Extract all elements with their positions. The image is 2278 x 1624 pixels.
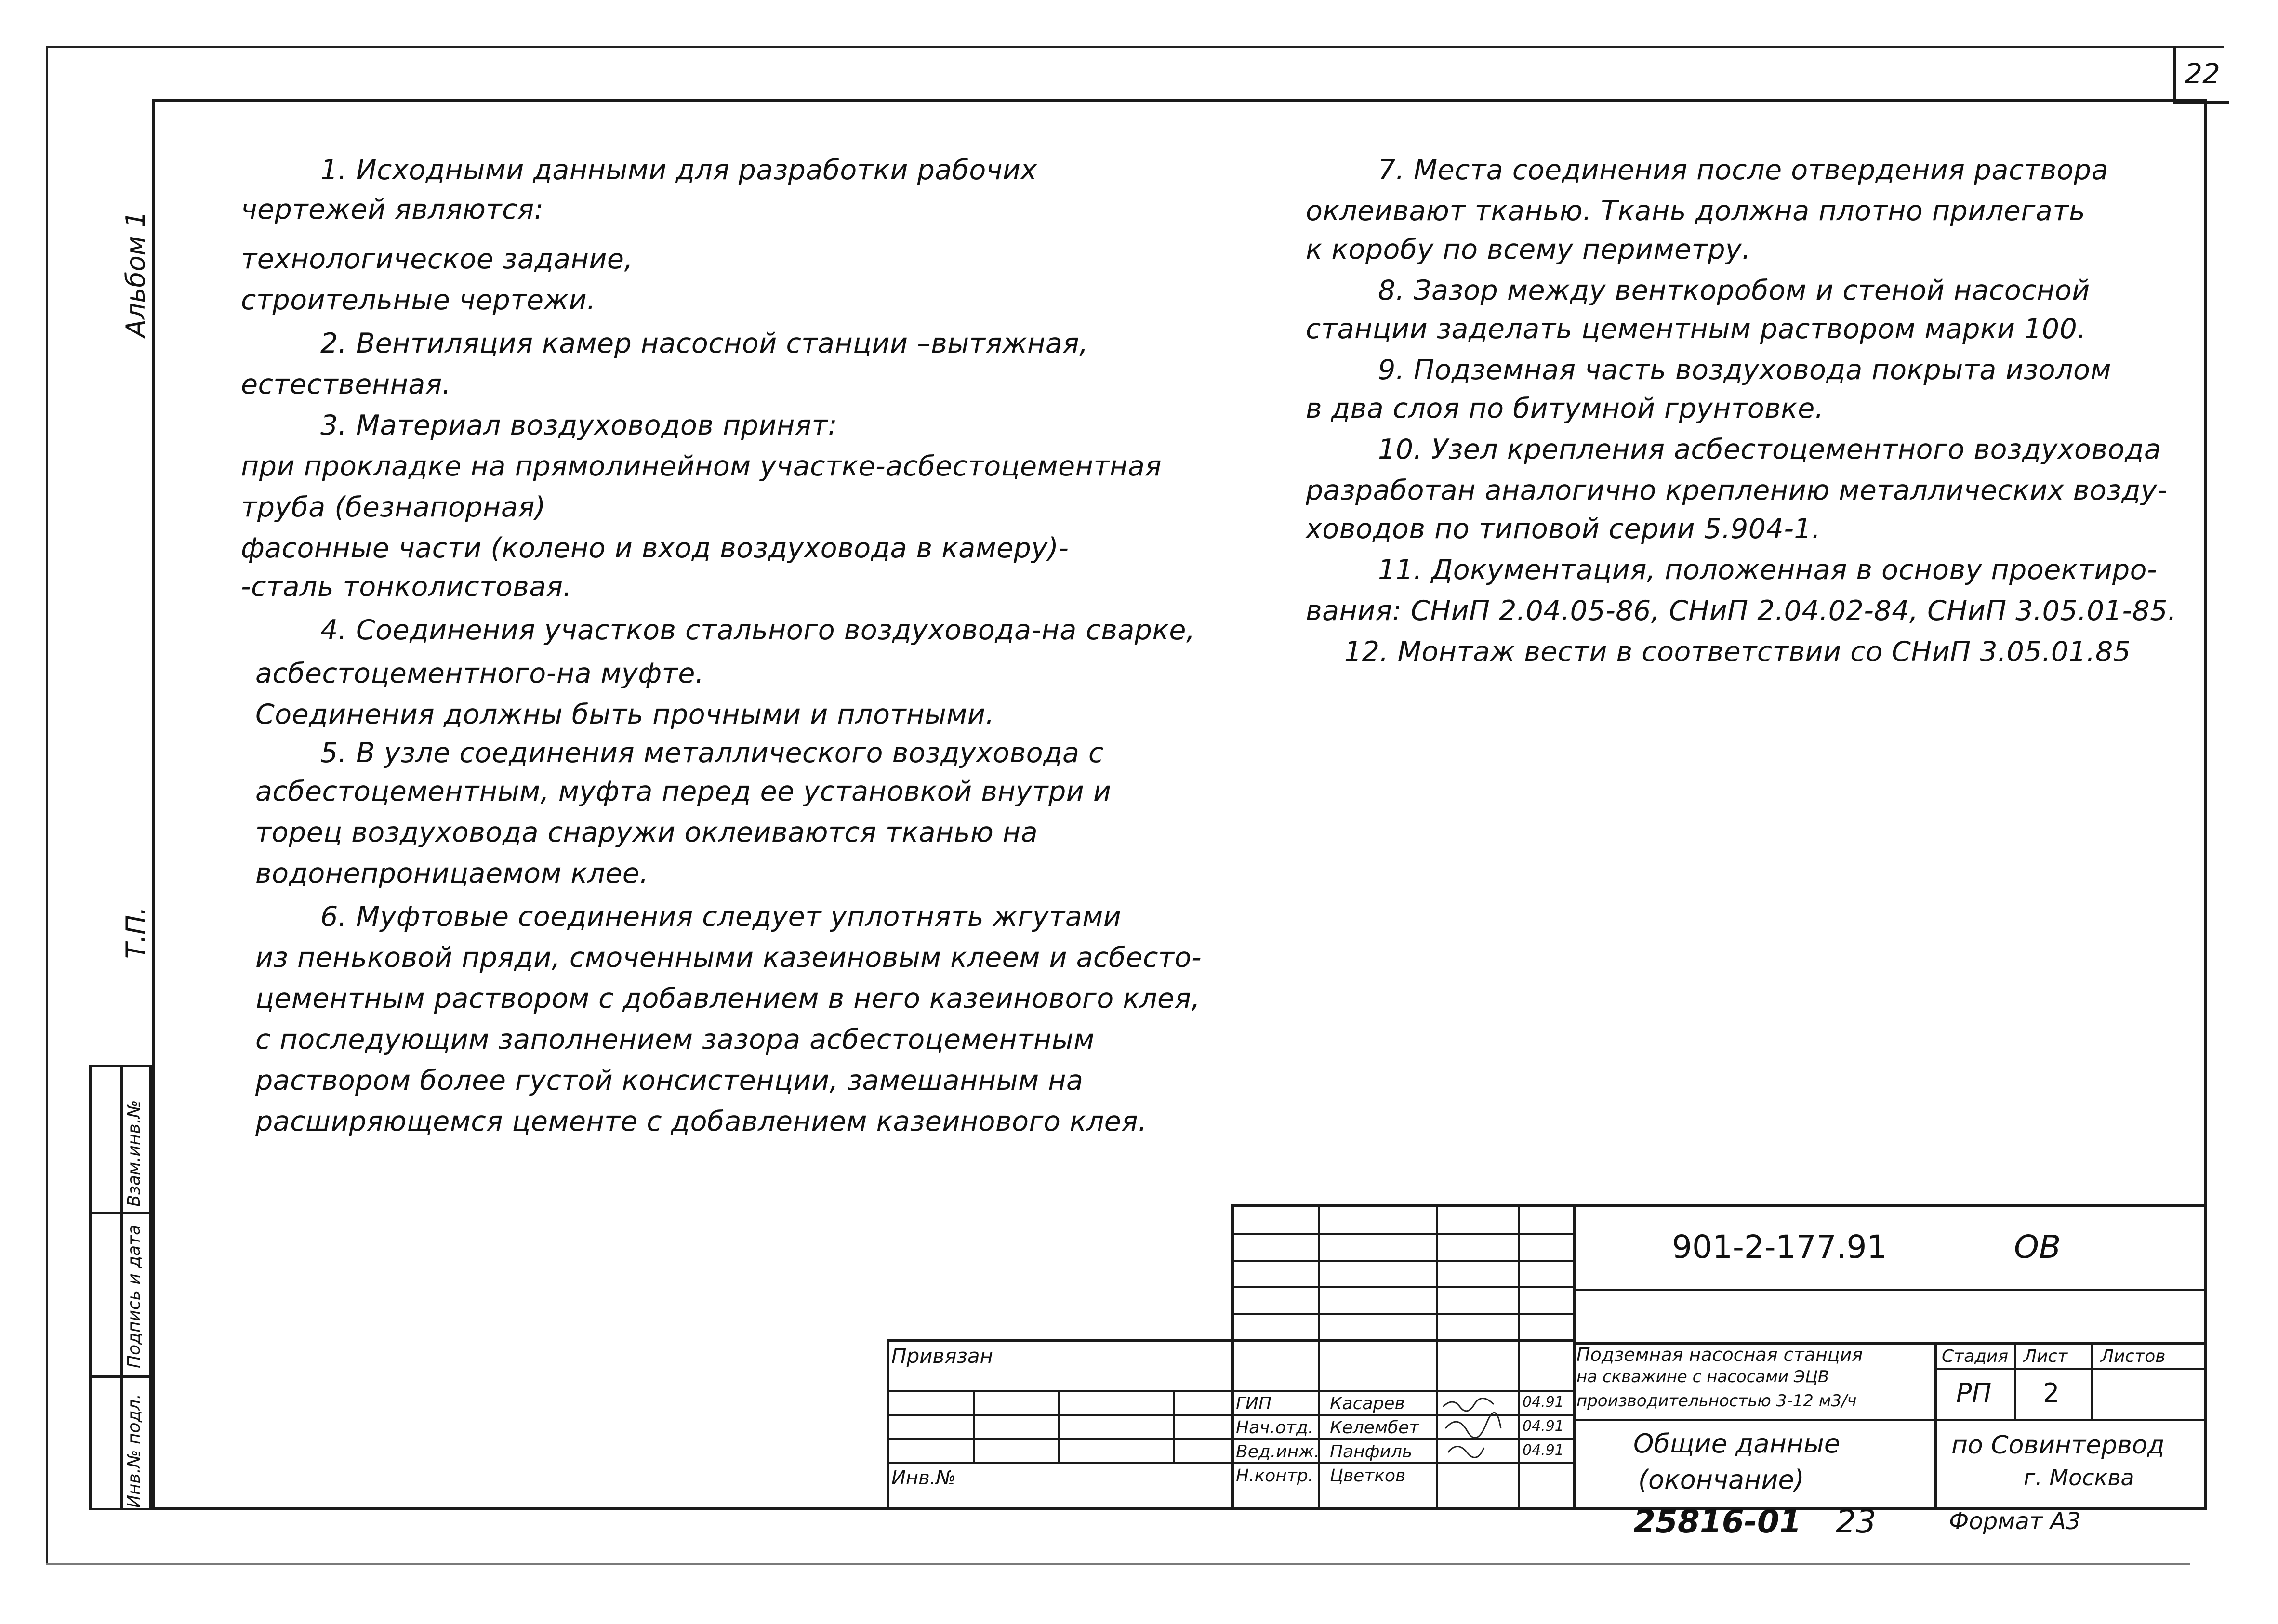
note-line: фасонные части (колено и вход воздуховода в камеру)- [241, 532, 1069, 564]
staff-name: Панфиль [1330, 1442, 1413, 1462]
note-line: асбестоцементного-на муфте. [255, 658, 704, 689]
tb-line [887, 1339, 889, 1510]
tb-line [1058, 1390, 1060, 1462]
staff-date: 04.91 [1523, 1442, 1564, 1459]
tb-line [973, 1390, 975, 1462]
note-line: асбестоцементным, муфта перед ее установкой внутри и [255, 776, 1112, 807]
sheet-number: 22 [2173, 46, 2229, 104]
tb-line [887, 1390, 1573, 1392]
privyazan-label: Привязан [891, 1344, 993, 1368]
tb-line [1318, 1204, 1320, 1510]
archive-number: 25816-01 [1633, 1503, 1801, 1540]
tb-line [1518, 1204, 1520, 1510]
strip-label-sign: Подпись и дата [124, 1224, 144, 1368]
note-line: к коробу по всему периметру. [1306, 234, 1751, 265]
note-line: 5. В узле соединения металлического воздуховода с [320, 737, 1104, 769]
note-line: цементным раствором с добавлением в него казеинового клея, [255, 983, 1201, 1015]
note-line: станции заделать цементным раствором марки 100. [1306, 313, 2086, 345]
inv-no-label: Инв.№ [891, 1467, 956, 1489]
note-line: 11. Документация, положенная в основу проектиро- [1378, 554, 2158, 586]
note-line: с последующим заполнением зазора асбестоцементным [255, 1024, 1095, 1056]
note-line: раствором более густой консистенции, замешанным на [255, 1065, 1084, 1096]
note-line: -сталь тонколистовая. [241, 571, 572, 603]
staff-date: 04.91 [1523, 1394, 1564, 1411]
sheet-title-line: (окончание) [1638, 1465, 1804, 1495]
format-label: Формат А3 [1949, 1508, 2081, 1535]
tb-line [1573, 1204, 1576, 1510]
note-line: 10. Узел крепления асбестоцементного воздуховода [1378, 434, 2161, 465]
tb-line [1573, 1419, 2207, 1421]
stage-value: РП [1956, 1378, 1992, 1408]
note-line: Соединения должны быть прочными и плотными. [255, 699, 995, 730]
tb-line [1231, 1233, 1573, 1235]
note-line: 1. Исходными данными для разработки рабочих [320, 154, 1037, 186]
note-line: естественная. [241, 369, 451, 400]
outer-bottom-border [46, 1563, 2190, 1565]
note-line: 12. Монтаж вести в соответствии со СНиП 3.05.01.85 [1344, 636, 2131, 668]
sheet-header: Лист [2024, 1347, 2068, 1366]
staff-date: 04.91 [1523, 1418, 1564, 1435]
tb-line [887, 1339, 1573, 1342]
staff-name: Цветков [1330, 1466, 1406, 1486]
org-line: г. Москва [2024, 1465, 2134, 1491]
note-line: строительные чертежи. [241, 284, 596, 316]
tb-line [1231, 1286, 1573, 1288]
strip-label-vzam: Взам.инв.№ [124, 1100, 144, 1207]
staff-role: ГИП [1236, 1394, 1272, 1413]
note-line: водонепроницаемом клее. [255, 858, 649, 889]
note-line: оклеивают тканью. Ткань должна плотно прилегать [1306, 195, 2086, 227]
doc-code: 901-2-177.91 [1672, 1228, 1887, 1266]
note-line: 7. Места соединения после отвердения раствора [1378, 154, 2109, 186]
outer-top-border [46, 46, 2224, 48]
sheet-title-line: Общие данные [1633, 1428, 1841, 1459]
note-line: 6. Муфтовые соединения следует уплотнять жгутами [320, 901, 1122, 933]
signature-marks [1438, 1392, 1518, 1465]
staff-name: Касарев [1330, 1394, 1405, 1413]
project-title-line: на скважине с насосами ЭЦВ [1576, 1367, 1829, 1386]
note-line: технологическое задание, [241, 243, 634, 275]
note-line: 9. Подземная часть воздуховода покрыта изолом [1378, 354, 2111, 386]
tb-line [1934, 1342, 1937, 1510]
note-line: расширяющемся цементе с добавлением казеинового клея. [255, 1106, 1147, 1137]
tp-label: Т.П. [120, 907, 151, 959]
staff-role: Н.контр. [1236, 1466, 1314, 1486]
note-line: в два слоя по битумной грунтовке. [1306, 393, 1824, 424]
sheets-header: Листов [2101, 1347, 2166, 1366]
strip-col [92, 1067, 123, 1508]
note-line: из пеньковой пряди, смоченными казеиновым клеем и асбесто- [255, 942, 1202, 974]
org-line: по Совинтервод [1951, 1431, 2165, 1460]
project-title-line: производительностью 3-12 м3/ч [1576, 1391, 1857, 1411]
staff-role: Вед.инж. [1236, 1442, 1320, 1462]
project-title-line: Подземная насосная станция [1576, 1344, 1863, 1365]
note-line: 2. Вентиляция камер насосной станции –вытяжная, [320, 328, 1088, 359]
note-line: вания: СНиП 2.04.05-86, СНиП 2.04.02-84, СНиП 3.05.01-85. [1306, 595, 2177, 627]
note-line: ховодов по типовой серии 5.904-1. [1306, 513, 1821, 545]
note-line: 8. Зазор между венткоробом и стеной насосной [1378, 275, 2090, 306]
tb-line [2091, 1342, 2093, 1419]
tb-line [1231, 1204, 2207, 1207]
strip-row [92, 1375, 149, 1378]
side-stamp-strip [89, 1065, 152, 1510]
sheet-value: 2 [2043, 1378, 2060, 1408]
tb-line [1573, 1289, 2207, 1291]
tb-line [1231, 1204, 1234, 1510]
staff-name: Келембет [1330, 1418, 1419, 1438]
note-line: 3. Материал воздуховодов принят: [320, 409, 838, 441]
note-line: 4. Соединения участков стального воздуховода-на сварке, [320, 614, 1195, 646]
tb-line [1436, 1204, 1438, 1510]
note-line: разработан аналогично креплению металлических возду- [1306, 475, 2168, 506]
tb-line [2014, 1342, 2016, 1419]
strip-row [92, 1212, 149, 1214]
note-line: труба (безнапорная) [241, 491, 546, 523]
page-number: 23 [1836, 1503, 1876, 1540]
stage-header: Стадия [1942, 1347, 2009, 1366]
tb-line [1934, 1368, 2207, 1370]
album-label: Альбом 1 [120, 211, 151, 337]
outer-left-border [46, 46, 48, 1563]
staff-role: Нач.отд. [1236, 1418, 1314, 1438]
strip-label-inv: Инв.№ подл. [124, 1394, 144, 1508]
tb-line [1231, 1260, 1573, 1262]
note-line: торец воздуховода снаружи оклеиваются тканью на [255, 817, 1038, 848]
doc-mark: ОВ [2014, 1228, 2061, 1266]
note-line: при прокладке на прямолинейном участке-асбестоцементная [241, 450, 1162, 482]
tb-line [1231, 1313, 1573, 1315]
tb-line [1173, 1390, 1175, 1462]
note-line: чертежей являются: [241, 194, 544, 225]
